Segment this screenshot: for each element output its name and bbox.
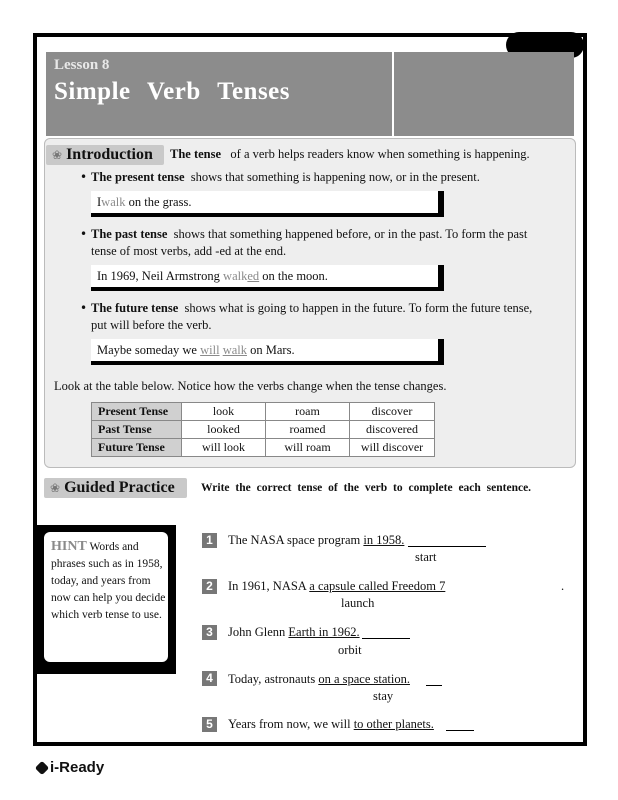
question-1: The NASA space program in 1958. bbox=[228, 533, 405, 547]
introduction-lead: The tense of a verb helps readers know when something is happening. bbox=[170, 147, 530, 161]
verb-prompt: stay bbox=[373, 689, 394, 703]
answer-blank[interactable] bbox=[362, 638, 410, 639]
verb-prompt: orbit bbox=[338, 643, 362, 657]
verb-prompt: launch bbox=[341, 596, 375, 610]
lesson-number: Lesson 8 bbox=[54, 57, 110, 73]
present-example-box bbox=[91, 191, 444, 217]
answer-blank[interactable] bbox=[426, 685, 442, 686]
header-divider bbox=[392, 52, 394, 136]
table-row: Future Tense will look will roam will discover bbox=[92, 439, 435, 457]
past-example-box bbox=[91, 265, 444, 291]
question-number: 1 bbox=[202, 533, 217, 548]
lesson-title: Simple Verb Tenses bbox=[54, 78, 291, 105]
question-5: Years from now, we will to other planets. bbox=[228, 717, 434, 731]
brand-logo: i-Ready bbox=[36, 759, 104, 776]
question-number: 5 bbox=[202, 717, 217, 732]
paw-icon: ❀ bbox=[50, 481, 61, 495]
table-intro: Look at the table below. Notice how the verbs change when the tense changes. bbox=[54, 379, 447, 393]
question-number: 3 bbox=[202, 625, 217, 640]
bullet-icon: • bbox=[80, 301, 88, 315]
guided-practice-heading: ❀ Guided Practice bbox=[44, 478, 187, 498]
bullet-icon: • bbox=[80, 170, 88, 184]
hint-text: HINT Words and phrases such as in 1958, today, and years from now can help you decide which verb tense to use. bbox=[44, 532, 168, 662]
table-row: Past Tense looked roamed discovered bbox=[92, 421, 435, 439]
verb-tense-table bbox=[91, 402, 435, 457]
future-tense-definition: The future tense shows what is going to happen in the future. To form the future tense, put will before the verb. bbox=[91, 301, 533, 332]
answer-blank[interactable] bbox=[446, 730, 474, 731]
question-2: In 1961, NASA a capsule called Freedom 7 bbox=[228, 579, 446, 593]
lesson-header bbox=[46, 52, 574, 136]
bullet-icon: • bbox=[80, 227, 88, 241]
past-tense-definition: The past tense shows that something happened before, or in the past. To form the past tense of most verbs, add -ed at the end. bbox=[91, 227, 528, 258]
question-4: Today, astronauts on a space station. bbox=[228, 672, 410, 686]
future-example-box bbox=[91, 339, 444, 365]
question-number: 2 bbox=[202, 579, 217, 594]
future-example: Maybe someday we will walk on Mars. bbox=[97, 343, 295, 357]
introduction-heading: ❀ Introduction bbox=[46, 145, 164, 165]
answer-blank[interactable] bbox=[408, 546, 486, 547]
table-row: Present Tense look roam discover bbox=[92, 403, 435, 421]
verb-prompt: start bbox=[415, 550, 437, 564]
guided-practice-instructions: Write the correct tense of the verb to complete each sentence. bbox=[201, 482, 532, 494]
question-number: 4 bbox=[202, 671, 217, 686]
gem-icon bbox=[35, 760, 49, 774]
hint-box bbox=[37, 525, 176, 674]
paw-icon: ❀ bbox=[52, 148, 63, 162]
period-mark: . bbox=[561, 579, 565, 593]
question-3: John Glenn Earth in 1962. bbox=[228, 625, 360, 639]
past-example: In 1969, Neil Armstrong walked on the moon. bbox=[97, 269, 328, 283]
present-tense-definition: The present tense shows that something is happening now, or in the present. bbox=[91, 170, 480, 184]
present-example: Iwalk on the grass. bbox=[97, 195, 192, 209]
